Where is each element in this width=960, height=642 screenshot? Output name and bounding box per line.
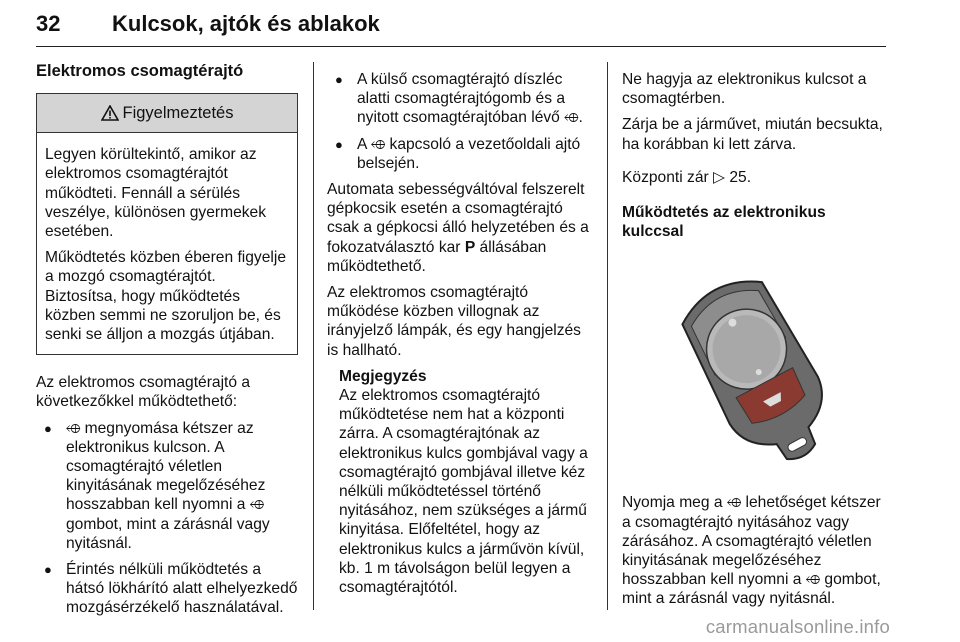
tailgate-icon: ⬲: [66, 420, 81, 436]
column-divider: [313, 62, 314, 610]
tailgate-icon: ⬲: [726, 495, 742, 511]
key-fob-image: [635, 255, 875, 475]
chapter-title: Kulcsok, ajtók és ablakok: [112, 11, 380, 36]
paragraph: Nyomja meg a ⬲ lehetőséget kétszer a csomagtérajtó nyitásához vagy zárásához. A csomagtérajtó véletlen kinyitásának megelőzéséhez hosszabban kell nyomni a ⬲ gombot, mint a zárásnál vagy nyitásnál.: [622, 494, 881, 608]
warning-header: [37, 94, 297, 133]
warning-text: Működtetés közben éberen figyelje a mozgó csomagtérajtót. Biztosítsa, hogy működtetés közben semmi ne szoruljon be, és senki se álljon a mozgás útjában.: [45, 249, 286, 344]
paragraph: Ne hagyja az elektronikus kulcsot a csomagtérben.: [622, 71, 867, 108]
warning-body: [37, 133, 297, 354]
warning-title: Figyelmeztetés: [122, 103, 234, 122]
note-title: Megjegyzés: [339, 367, 427, 385]
column-divider: [607, 62, 608, 610]
page-number: 32: [36, 11, 61, 36]
tailgate-icon: ⬲: [805, 572, 821, 588]
column-middle: [327, 70, 593, 597]
paragraph: Zárja be a járművet, miután becsukta, ha korábban ki lett zárva.: [622, 116, 883, 153]
watermark: carmanualsonline.info: [705, 616, 890, 637]
note: [327, 367, 593, 597]
tailgate-icon: ⬲: [249, 497, 265, 513]
note-text: Az elektromos csomagtérajtó működtetése nem hat a központi zárra. A csomagtérajtónak az elektronikus kulcs gombjával vagy a csomagtérajtó gombjával illetve kéz nélküli működtetéssel történő nyitásához, nem szükséges a jármű kinyitása. Előfeltétel, hogy az elektronikus kulcs a járművön kívül, kb. 1 m távolságon belül legyen a csomagtérajtótól.: [339, 387, 588, 597]
cross-reference[interactable]: Központi zár ▷ 25.: [622, 168, 752, 186]
key-fob-illustration: [622, 255, 888, 475]
subsection-title: Működtetés az elektronikus kulccsal: [622, 204, 826, 241]
warning-text: Legyen körültekintő, amikor az elektromos csomagtérajtót működteti. Fennáll a sérülés veszélye, különösen gyermekek esetében.: [45, 146, 267, 241]
page-header: [36, 6, 886, 47]
tailgate-icon: ⬲: [564, 110, 579, 126]
column-right: [622, 70, 888, 616]
list-item: ● A ⬲ kapcsoló a vezetőoldali ajtó belsején.: [327, 135, 593, 173]
column-left: [36, 62, 298, 625]
ref-arrow-icon: ▷: [713, 168, 726, 186]
warning-box: [36, 93, 298, 355]
paragraph: Az elektromos csomagtérajtó működése közben villognak az irányjelző lámpák, és egy hangjelzés is hallható.: [327, 284, 581, 359]
paragraph: Automata sebességváltóval felszerelt gépkocsik esetén a csomagtérajtó csak a gépkocsi álló helyzetében és a fokozatválasztó kar P állásában működtethető.: [327, 181, 589, 275]
warning-triangle-icon: [101, 105, 119, 121]
intro-text: Az elektromos csomagtérajtó a következőkkel működtethető:: [36, 374, 251, 411]
section-title: Elektromos csomagtérajtó: [36, 62, 244, 80]
list-item: ● ⬲ megnyomása kétszer az elektronikus kulcson. A csomagtérajtó véletlen kinyitásának megelőzéséhez hosszabban kell nyomni a ⬲ gombot, mint a zárásnál vagy nyitásnál.: [36, 419, 298, 553]
list-item: ● A külső csomagtérajtó díszléc alatti csomagtérajtógomb és a nyitott csomagtérajtóban lévő ⬲.: [327, 70, 593, 128]
tailgate-icon: ⬲: [370, 136, 386, 152]
list-item: ● Érintés nélküli működtetés a hátsó lökhárító alatt elhelyezkedő mozgásérzékelő használatával.: [36, 560, 298, 618]
